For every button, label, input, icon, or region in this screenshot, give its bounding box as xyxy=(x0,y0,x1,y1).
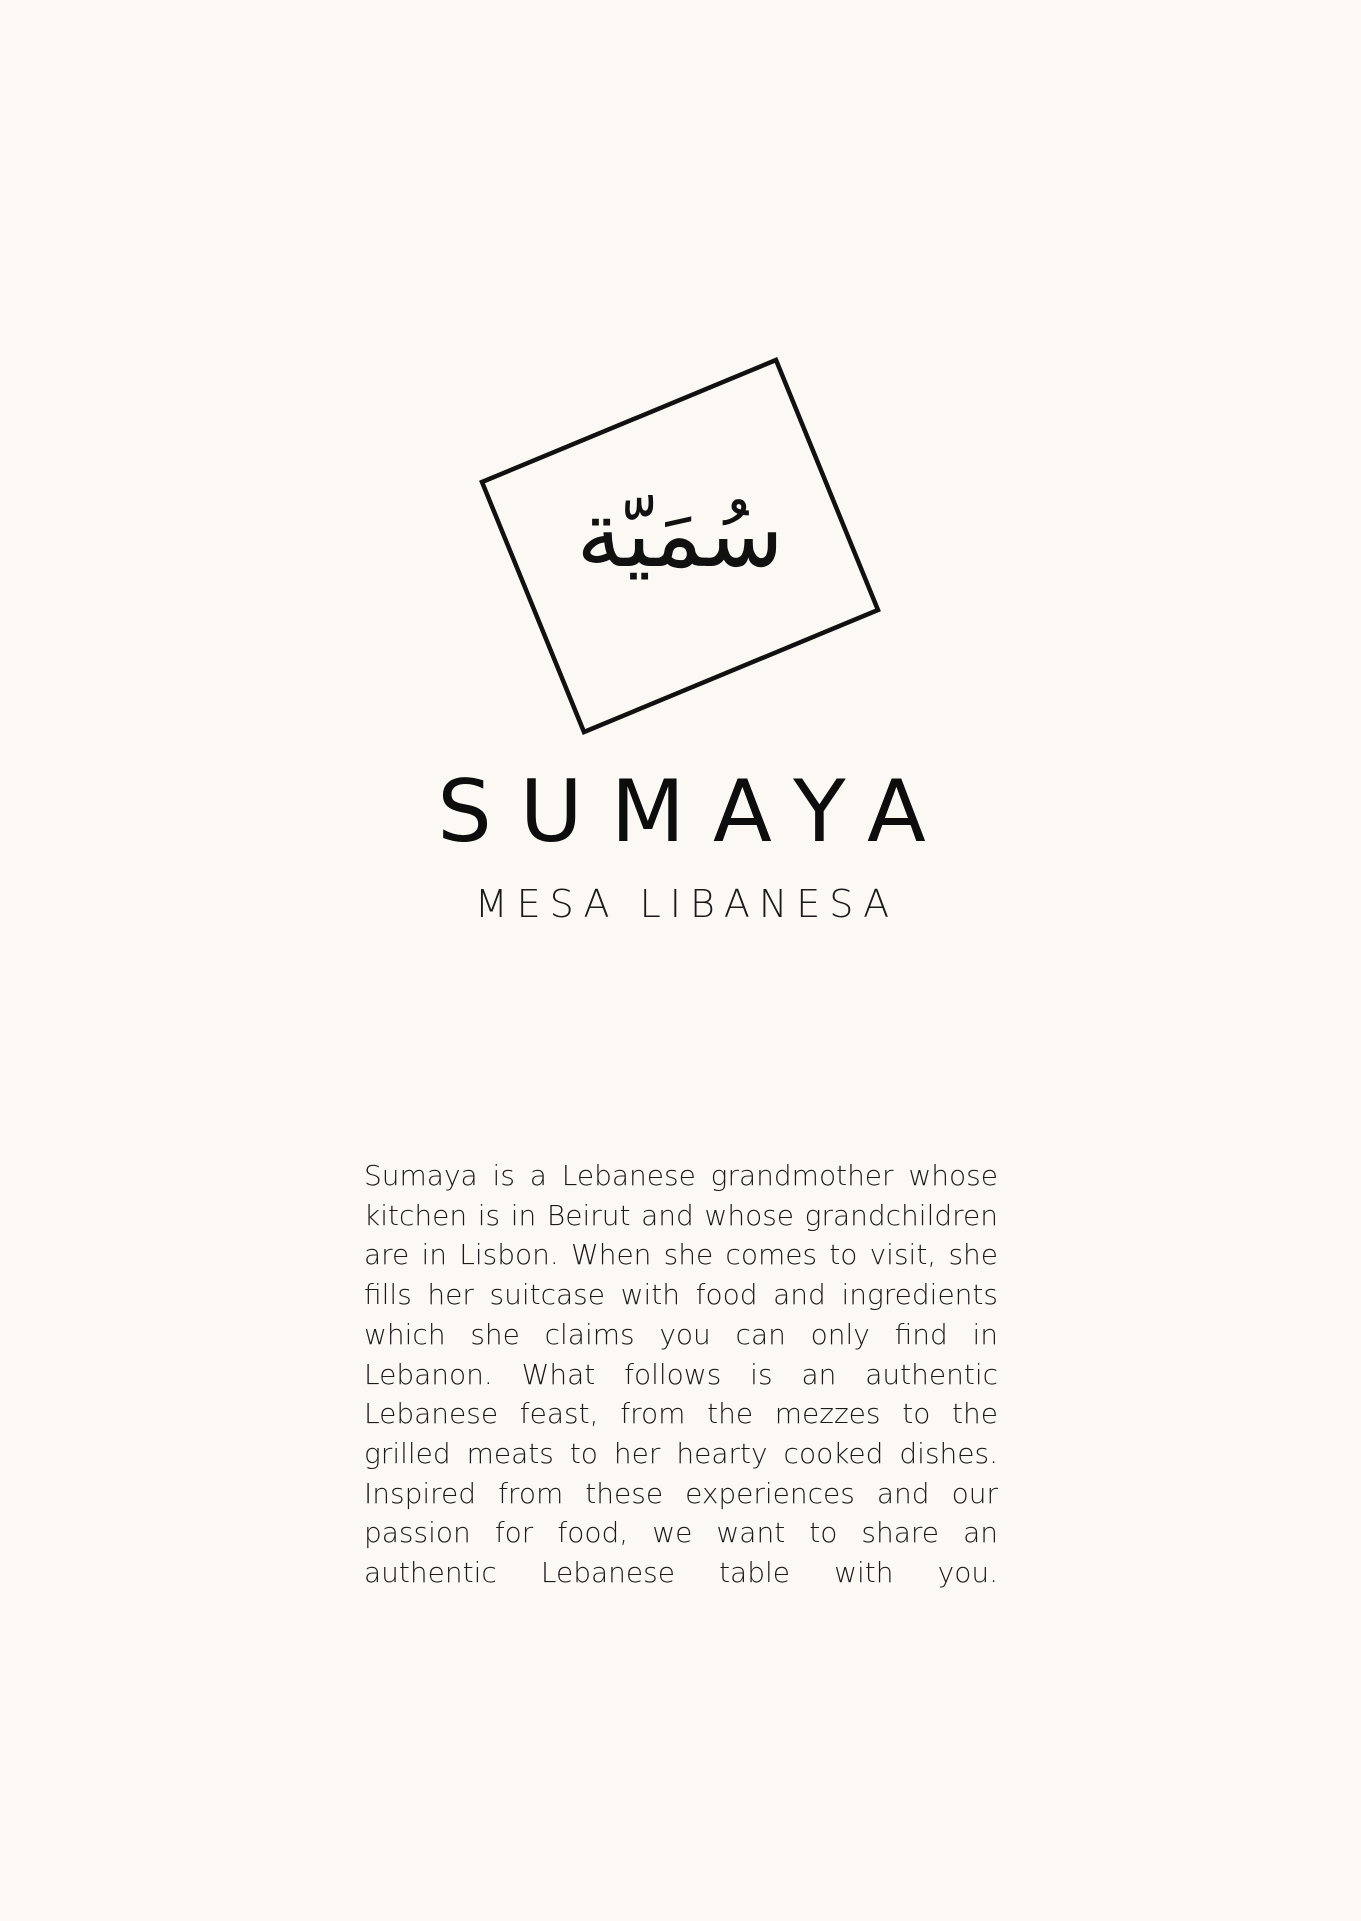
brand-tagline: MESA LIBANESA xyxy=(474,882,899,926)
arabic-logo-wordmark: سُمَيّة xyxy=(576,481,784,588)
brand-name: SUMAYA xyxy=(437,762,954,862)
intro-paragraph: Sumaya is a Lebanese grandmother whose kitchen is in Beirut and whose grandchildren are in Lisbon. When she comes to visit, she fills her suitcase with food and ingredients which she claims you can only find in Lebanon. What follows is an authentic Lebanese feast, from the mezzes to the grilled meats to her hearty cooked dishes. Inspired from these experiences and our passion for food, we want to share an authentic Lebanese table with you. xyxy=(364,1159,998,1590)
